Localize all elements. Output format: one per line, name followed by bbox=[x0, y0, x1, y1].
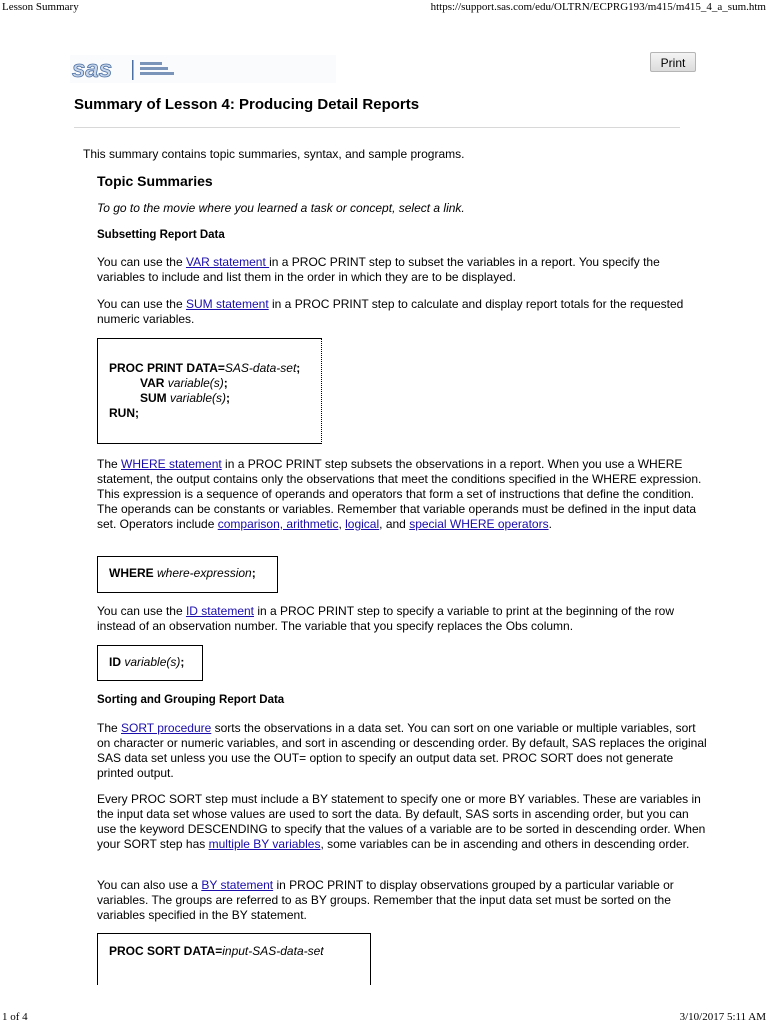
code-line bbox=[109, 376, 310, 391]
multiple-by-variables-link[interactable]: multiple BY variables bbox=[208, 837, 321, 851]
text-run: in a PROC PRINT step to calculate and display report totals for the requested numeric variables. bbox=[97, 297, 684, 326]
logical-link[interactable]: logical bbox=[345, 517, 380, 531]
code-keyword: ID bbox=[109, 655, 125, 669]
code-argument: where-expression bbox=[157, 566, 252, 580]
text-run: Every PROC SORT step must include a BY statement to specify one or more BY variables. These are variables in the input data set whose values are used to sort the data. By default, SAS sorts in ascending order, but you can use the keyword DESCENDING to specify that the values of a variable are to be sorted in descending order. When your SORT step has bbox=[97, 792, 706, 851]
sas-logo-icon bbox=[70, 55, 180, 83]
by-paragraph bbox=[97, 792, 707, 852]
by-statement-paragraph bbox=[97, 878, 707, 923]
print-header-title: Lesson Summary bbox=[2, 1, 79, 13]
proc-print-syntax-box bbox=[97, 338, 322, 444]
sort-procedure-link[interactable]: SORT procedure bbox=[121, 721, 212, 735]
code-argument: SAS-data-set bbox=[224, 361, 297, 375]
sas-logo bbox=[70, 55, 336, 83]
text-run: You can use the bbox=[97, 297, 186, 311]
topic-summaries-heading: Topic Summaries bbox=[97, 173, 213, 189]
sum-paragraph bbox=[97, 297, 707, 327]
code-keyword: PROC SORT DATA= bbox=[109, 944, 223, 958]
text-run: The bbox=[97, 457, 122, 471]
print-button[interactable]: Print bbox=[650, 52, 696, 72]
subsetting-heading: Subsetting Report Data bbox=[97, 229, 225, 241]
special-where-operators-link[interactable]: special WHERE operators bbox=[409, 517, 549, 531]
code-keyword: RUN; bbox=[109, 406, 139, 420]
code-keyword: SUM bbox=[140, 391, 170, 405]
text-run: sorts the observations in a data set. You can sort on one variable or multiple variables, sort on character or numeric variables, and sort in ascending or descending order. By default, SAS replaces the original SAS data set unless you use the OUT= option to specify an output data set. PROC SORT does not generate printed output. bbox=[97, 721, 707, 780]
id-paragraph bbox=[97, 604, 707, 634]
code-line bbox=[109, 406, 310, 421]
code-terminator: ; bbox=[251, 566, 256, 580]
proc-sort-syntax-box bbox=[97, 933, 371, 985]
print-footer bbox=[0, 1010, 768, 1024]
id-syntax-box bbox=[97, 645, 203, 681]
sort-paragraph bbox=[97, 721, 707, 781]
movie-note: To go to the movie where you learned a task or concept, select a link. bbox=[97, 201, 465, 215]
page-number: 1 of 4 bbox=[2, 1011, 28, 1023]
title-divider bbox=[74, 127, 680, 128]
text-run: You can also use a bbox=[97, 878, 202, 892]
code-argument: variable(s) bbox=[124, 655, 181, 669]
code-keyword: VAR bbox=[140, 376, 168, 390]
text-run: , some variables can be in ascending and others in descending order. bbox=[320, 837, 690, 851]
svg-text:sas: sas bbox=[72, 56, 113, 83]
var-paragraph bbox=[97, 255, 707, 285]
text-run: in PROC PRINT to display observations grouped by a particular variable or variables. The groups are referred to as BY groups. Remember that the input data set must be sorted on the variables specified in the BY statement. bbox=[97, 878, 674, 922]
code-argument: input-SAS-data-set bbox=[222, 944, 324, 958]
id-statement-link[interactable]: ID statement bbox=[185, 604, 254, 618]
var-statement-link[interactable]: VAR statement bbox=[185, 255, 270, 269]
code-line bbox=[109, 391, 310, 406]
code-terminator: ; bbox=[180, 655, 185, 669]
code-terminator: ; bbox=[223, 376, 228, 390]
code-keyword: WHERE bbox=[109, 566, 157, 580]
code-line bbox=[109, 361, 310, 376]
code-terminator: ; bbox=[296, 361, 301, 375]
text-run: You can use the bbox=[97, 255, 186, 269]
text-run: . bbox=[548, 517, 552, 531]
code-terminator: ; bbox=[226, 391, 231, 405]
code-argument: variable(s) bbox=[170, 391, 227, 405]
page-title: Summary of Lesson 4: Producing Detail Reports bbox=[74, 96, 420, 113]
print-header-url: https://support.sas.com/edu/OLTRN/ECPRG193/m415/m415_4_a_sum.htm bbox=[430, 1, 766, 13]
where-syntax-box bbox=[97, 556, 278, 593]
where-paragraph bbox=[97, 457, 707, 532]
by-statement-link[interactable]: BY statement bbox=[201, 878, 274, 892]
text-run: , bbox=[338, 517, 346, 531]
code-argument: variable(s) bbox=[167, 376, 224, 390]
text-run: in a PROC PRINT step subsets the observations in a report. When you use a WHERE statement, the output contains only the observations that meet the conditions specified in the WHERE expression. This expression is a sequence of operands and operators that form a set of instructions that define the condition. The operands can be constants or variables. Remember that variable operands must be defined in the input data set. Operators include bbox=[97, 457, 702, 531]
sorting-heading: Sorting and Grouping Report Data bbox=[97, 694, 285, 706]
intro-text: This summary contains topic summaries, syntax, and sample programs. bbox=[83, 147, 465, 161]
text-run: in a PROC PRINT step to specify a variable to print at the beginning of the row instead of an observation number. The variable that you specify replaces the Obs column. bbox=[97, 604, 674, 633]
sum-statement-link[interactable]: SUM statement bbox=[185, 297, 269, 311]
code-keyword: PROC PRINT DATA= bbox=[109, 361, 225, 375]
print-datetime: 3/10/2017 5:11 AM bbox=[679, 1011, 766, 1023]
text-run: You can use the bbox=[97, 604, 186, 618]
comparison-arithmetic-link[interactable]: comparison, arithmetic bbox=[217, 517, 339, 531]
text-run: in a PROC PRINT step to subset the variables in a report. You specify the variables to include and list them in the order in which they are to be displayed. bbox=[97, 255, 660, 284]
where-statement-link[interactable]: WHERE statement bbox=[121, 457, 222, 471]
text-run: The bbox=[97, 721, 122, 735]
text-run: , and bbox=[379, 517, 410, 531]
